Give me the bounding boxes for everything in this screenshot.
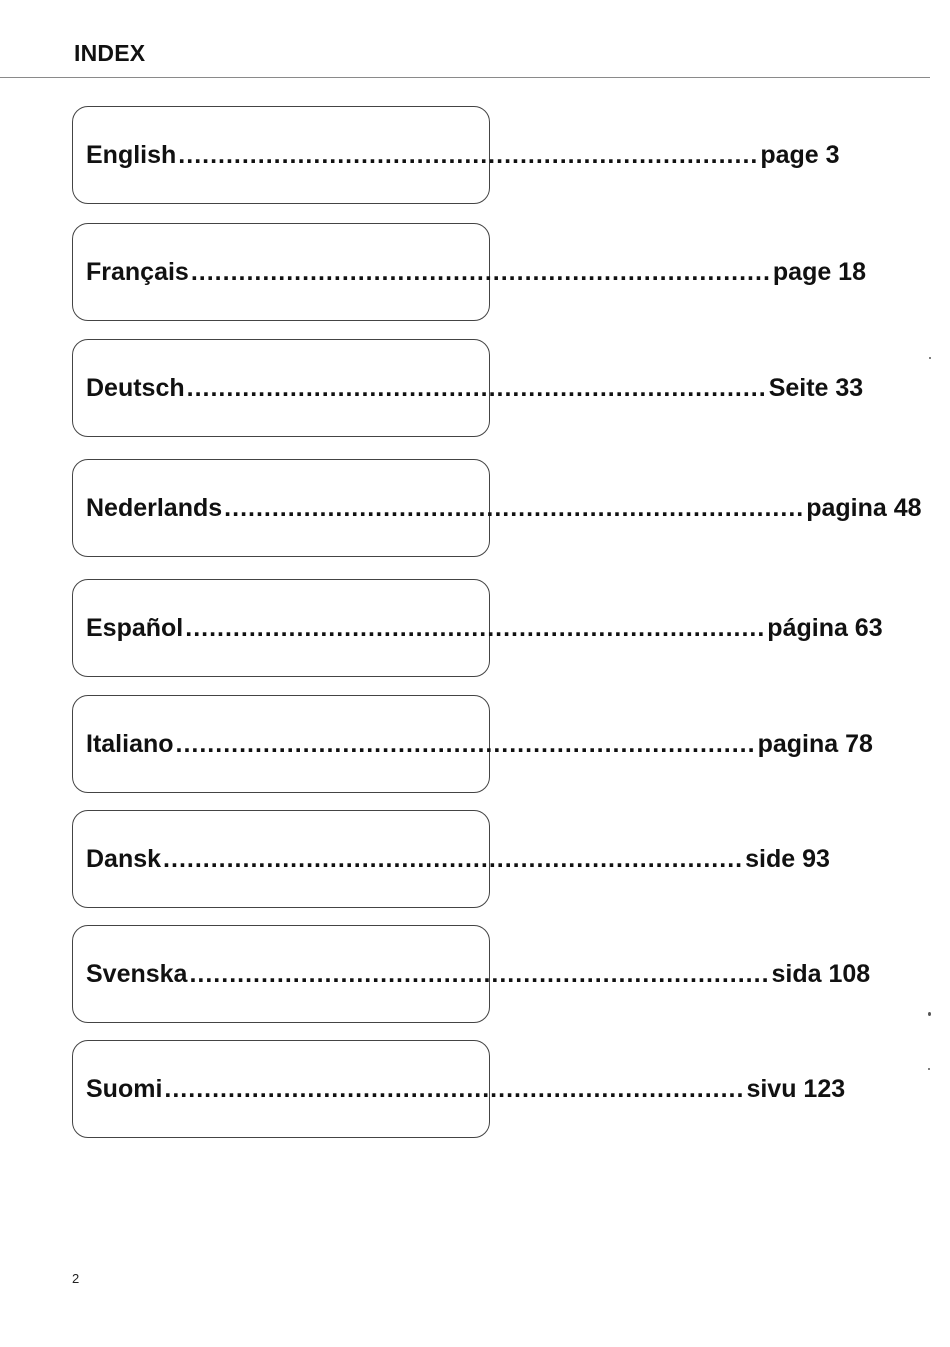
index-entry-english[interactable] (72, 106, 840, 204)
title-divider (0, 77, 930, 78)
entry-language: Deutsch (86, 374, 185, 402)
entry-page-ref: pagina 78 (757, 730, 873, 758)
entry-page-ref: page 18 (772, 258, 866, 286)
entry-page-ref: Seite 33 (768, 374, 864, 402)
dot-leader: ......................................................................... (189, 960, 770, 988)
dot-leader: ......................................................................... (178, 141, 759, 169)
page-number: 2 (72, 1271, 80, 1286)
entry-page-ref: sida 108 (771, 960, 871, 988)
index-entry-svenska[interactable] (72, 925, 871, 1023)
dot-leader: ......................................................................... (163, 845, 744, 873)
entry-language: Español (86, 614, 184, 642)
dot-leader: ......................................................................... (164, 1075, 745, 1103)
entry-language: Suomi (86, 1075, 163, 1103)
dot-leader: ......................................................................... (175, 730, 756, 758)
entry-page-ref: page 3 (760, 141, 840, 169)
entry-page-ref: sivu 123 (746, 1075, 846, 1103)
entry-language: English (86, 141, 177, 169)
index-entry-dansk[interactable] (72, 810, 830, 908)
index-entry-francais[interactable] (72, 223, 866, 321)
index-entry-nederlands[interactable] (72, 459, 922, 557)
entry-page-ref: página 63 (767, 614, 883, 642)
entry-page-ref: pagina 48 (806, 494, 922, 522)
dot-leader: ......................................................................... (185, 614, 766, 642)
entry-language: Français (86, 258, 189, 286)
entry-page-ref: side 93 (745, 845, 830, 873)
scan-speck (929, 357, 931, 359)
entry-language: Italiano (86, 730, 174, 758)
index-entry-italiano[interactable] (72, 695, 873, 793)
scan-speck (928, 1012, 931, 1016)
entry-language: Svenska (86, 960, 188, 988)
index-entry-deutsch[interactable] (72, 339, 864, 437)
entry-language: Nederlands (86, 494, 223, 522)
dot-leader: ......................................................................... (190, 258, 771, 286)
index-entry-suomi[interactable] (72, 1040, 846, 1138)
entry-language: Dansk (86, 845, 162, 873)
scan-speck (928, 1068, 930, 1070)
dot-leader: ......................................................................... (224, 494, 805, 522)
page-title: INDEX (74, 40, 146, 66)
dot-leader: ......................................................................... (186, 374, 767, 402)
index-entry-espanol[interactable] (72, 579, 883, 677)
